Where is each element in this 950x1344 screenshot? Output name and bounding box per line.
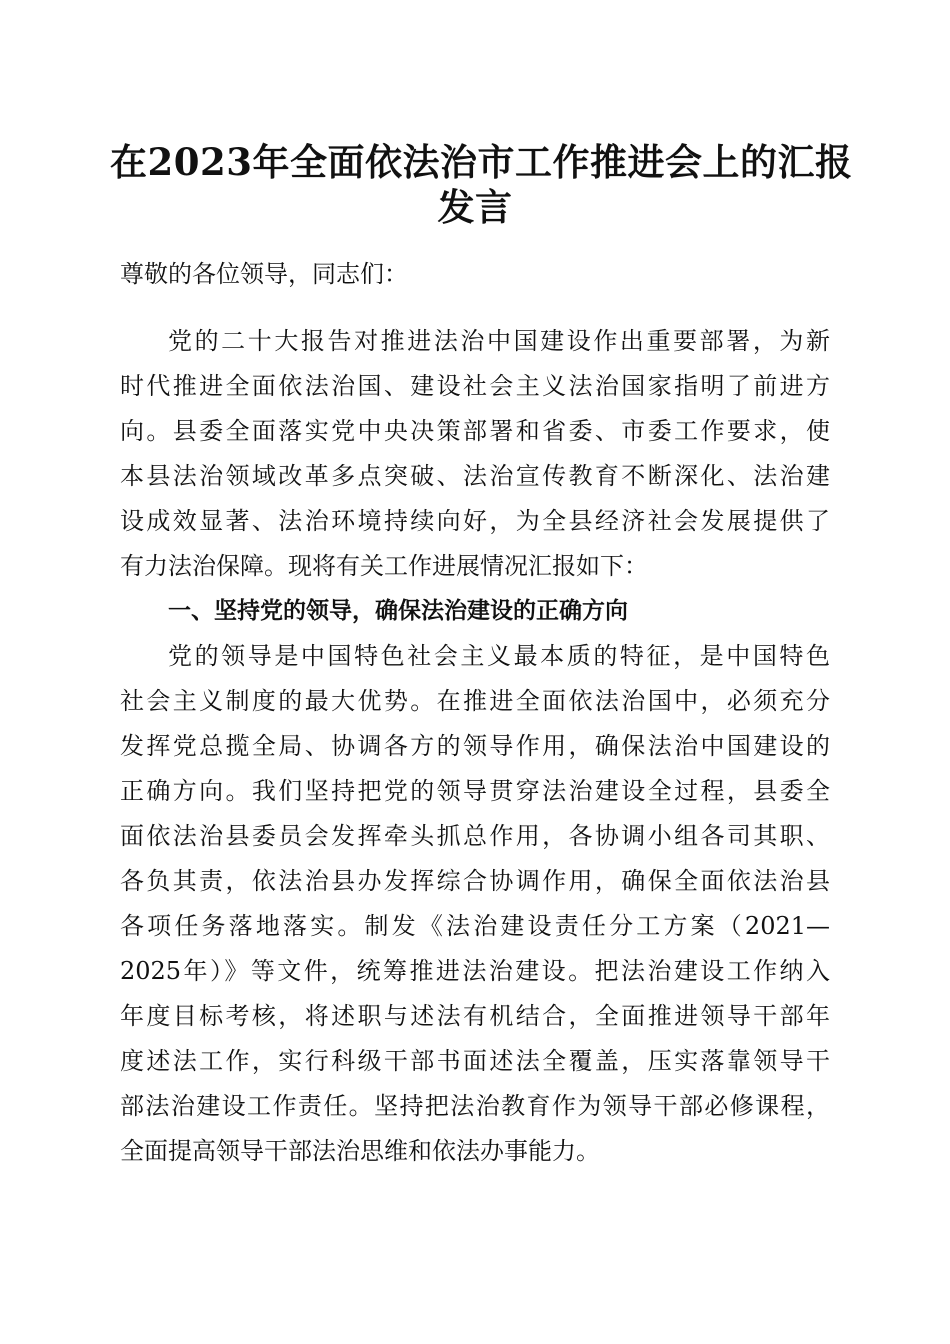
salutation: 尊敬的各位领导，同志们： (120, 260, 408, 288)
section-1-line-12: 全面提高领导干部法治思维和依法办事能力。 (120, 1137, 600, 1165)
document-title-line-1: 在2023年全面依法治市工作推进会上的汇报 (110, 140, 853, 184)
section-1-line-10: 度述法工作，实行科级干部书面述法全覆盖，压实落靠领导干 (120, 1047, 830, 1075)
section-1-line-11: 部法治建设工作责任。坚持把法治教育作为领导干部必修课程， (120, 1092, 830, 1120)
intro-line-2: 时代推进全面依法治国、建设社会主义法治国家指明了前进方 (120, 372, 830, 400)
section-1-line-3: 发挥党总揽全局、协调各方的领导作用，确保法治中国建设的 (120, 732, 830, 760)
section-1-line-7: 各项任务落地落实。制发《法治建设责任分工方案（2021— (120, 912, 830, 940)
intro-line-4: 本县法治领域改革多点突破、法治宣传教育不断深化、法治建 (120, 462, 830, 490)
intro-line-5: 设成效显著、法治环境持续向好，为全县经济社会发展提供了 (120, 507, 830, 535)
section-1-line-5: 面依法治县委员会发挥牵头抓总作用，各协调小组各司其职、 (120, 822, 830, 850)
section-1-line-1: 党的领导是中国特色社会主义最本质的特征，是中国特色 (168, 642, 830, 670)
section-1-line-8: 2025年）》等文件，统筹推进法治建设。把法治建设工作纳入 (120, 957, 830, 985)
intro-line-6: 有力法治保障。现将有关工作进展情况汇报如下： (120, 552, 648, 580)
section-1-line-2: 社会主义制度的最大优势。在推进全面依法治国中，必须充分 (120, 687, 830, 715)
document-title-line-2: 发言 (437, 185, 513, 229)
section-1-heading: 一、坚持党的领导，确保法治建设的正确方向 (168, 598, 628, 624)
section-1-line-9: 年度目标考核，将述职与述法有机结合，全面推进领导干部年 (120, 1002, 830, 1030)
section-1-line-6: 各负其责，依法治县办发挥综合协调作用，确保全面依法治县 (120, 867, 830, 895)
section-1-line-4: 正确方向。我们坚持把党的领导贯穿法治建设全过程，县委全 (120, 777, 830, 805)
intro-line-3: 向。县委全面落实党中央决策部署和省委、市委工作要求，使 (120, 417, 830, 445)
intro-line-1: 党的二十大报告对推进法治中国建设作出重要部署，为新 (168, 327, 830, 355)
